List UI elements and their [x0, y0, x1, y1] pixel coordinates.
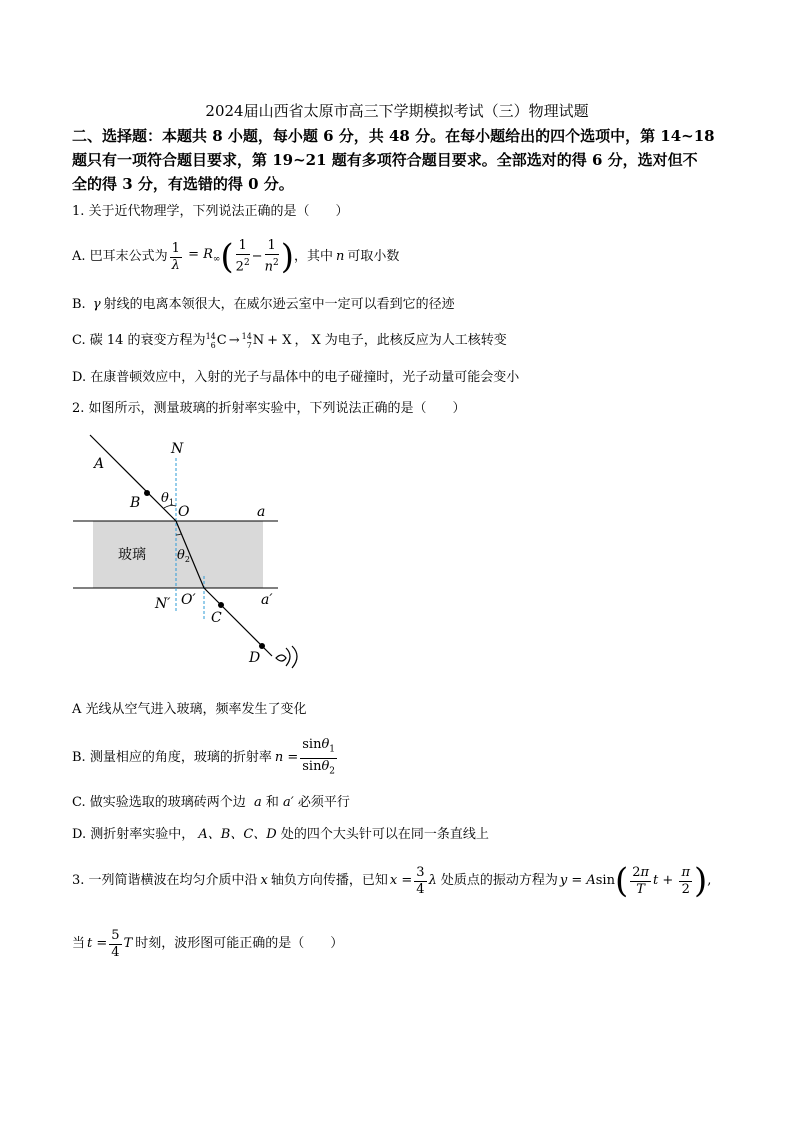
label-n-prime: N′: [155, 596, 171, 612]
page-title: 2024届山西省太原市高三下学期模拟考试（三）物理试题: [205, 102, 589, 120]
q1-c-mid: ，: [294, 333, 308, 348]
balmer-term-2: $\frac{1}{n^2}$: [264, 238, 279, 275]
q1-a-var: n: [335, 249, 345, 264]
q2-option-b: B. 测量相应的角度，玻璃的折射率 n = $\frac{\sin\theta_1}{\sin\theta_2}$: [72, 737, 339, 779]
q2-c-tail: 必须平行: [297, 795, 350, 810]
q1-option-d: D. 在康普顿效应中，入射的光子与晶体中的电子碰撞时，光子动量可能会变小: [72, 370, 520, 385]
q1-option-c: C. 碳 14 的衰变方程为 14 6 C → 14 7 N + X ， X 为电子，此核反应为人工核转变: [72, 332, 507, 350]
label-d: D: [249, 650, 261, 666]
label-a: A: [94, 456, 105, 472]
q3-stem-line2: 当 t = $\frac{5}{4}$ T 时刻，波形图可能正确的是（ ）: [72, 927, 344, 960]
q2-d-prefix: D. 测折射率实验中，: [72, 827, 195, 842]
q1-a-suffix: ，其中: [293, 249, 333, 264]
q2-option-d: [72, 825, 489, 845]
label-n: N: [171, 441, 184, 457]
five-quarter-fraction: $\frac{5}{4}$: [111, 927, 120, 960]
section-line: 全的得 3 分，有选错的得 0 分。: [72, 175, 294, 193]
q2-option-c: C. 做实验选取的玻璃砖两个边 a 和 a′ 必须平行: [72, 795, 350, 810]
q1-b-text: 射线的电离本领很大，在威尔逊云室中一定可以看到它的径迹: [103, 297, 455, 312]
refraction-diagram: [60, 428, 320, 678]
carbon-nuclide: 14 6 C: [205, 332, 227, 350]
q2-d-pins: A、B、C、D: [198, 827, 277, 842]
q1-b-prefix: B.: [72, 297, 86, 312]
q3-line2-tail: 时刻，波形图可能正确的是（ ）: [135, 936, 344, 951]
lambda-fraction: $\frac{1}{\lambda}$: [171, 240, 180, 273]
q1-c-var: X: [311, 333, 321, 348]
q3-stem-var: x: [260, 873, 268, 888]
q3-stem-mid2: 处质点的振动方程为: [440, 873, 558, 888]
q3-stem-prefix: 3. 一列简谐横波在均匀介质中沿: [72, 873, 258, 888]
label-a-prime-edge: a′: [261, 592, 273, 608]
snell-fraction: $\frac{\sin\theta_1}{\sin\theta_2}$: [302, 736, 335, 777]
label-theta2: $\theta_2$: [177, 548, 190, 564]
label-o-prime: O′: [181, 592, 196, 608]
eye-icon: [276, 646, 297, 668]
q2-c-prefix: C. 做实验选取的玻璃砖两个边: [72, 795, 246, 810]
section-line: 二、选择题：本题共 8 小题，每小题 6 分，共 48 分。在每小题给出的四个选项中，第 14~18: [72, 127, 715, 145]
section-line: 题只有一项符合题目要求，第 19~21 题有多项符合题目要求。全部选对的得 6 分，选对但不: [72, 151, 698, 169]
omega-fraction: $\frac{2\pi}{T}$: [632, 864, 650, 897]
q2-stem: 2. 如图所示，测量玻璃的折射率实验中，下列说法正确的是（ ）: [72, 401, 466, 416]
label-theta1: $\theta_1$: [161, 491, 174, 507]
glass-label: 玻璃: [118, 547, 146, 563]
pin-b: [144, 490, 150, 496]
q1-a-tail: 可取小数: [347, 249, 400, 264]
q3-stem-line1: 3. 一列简谐横波在均匀介质中沿 x 轴负方向传播，已知 x = $\frac{3}{4}$ λ 处质点的振动方程为 y = A sin ( $\frac{2\pi}{T}$ t + $\frac{\pi}{2}$ ) ,: [72, 861, 712, 901]
q1-c-text: 为电子，此核反应为人工核转变: [324, 333, 507, 348]
balmer-term-1: $\frac{1}{2^2}$: [235, 238, 250, 275]
phase-fraction: $\frac{\pi}{2}$: [681, 864, 690, 897]
q2-c-mid: 和: [265, 795, 279, 810]
nitrogen-nuclide: 14 7 N: [241, 332, 265, 350]
q2-b-prefix: B. 测量相应的角度，玻璃的折射率: [72, 750, 272, 765]
pin-d: [259, 643, 265, 649]
q3-line2-prefix: 当: [72, 936, 86, 951]
q3-stem-mid: 轴负方向传播，已知: [270, 873, 388, 888]
q1-stem: 1. 关于近代物理学，下列说法正确的是（ ）: [72, 204, 349, 219]
q1-c-prefix: C. 碳 14 的衰变方程为: [72, 333, 206, 348]
label-a-edge: a: [257, 504, 266, 520]
label-b: B: [130, 495, 141, 511]
q1-option-a: A. 巴耳末公式为 $\frac{1}{\lambda}$ = $R_\infty$ ( $\frac{1}{2^2}$ − $\frac{1}{n^2}$ ) ，其中 n 可取小数: [72, 237, 400, 277]
q2-option-a: A 光线从空气进入玻璃，频率发生了变化: [72, 702, 307, 717]
q2-d-tail: 处的四个大头针可以在同一条直线上: [280, 827, 489, 842]
label-c: C: [211, 610, 222, 626]
three-quarter-fraction: $\frac{3}{4}$: [416, 864, 425, 897]
pin-c: [218, 602, 224, 608]
q1-option-b: [72, 295, 455, 315]
q1-b-var: γ: [92, 297, 101, 312]
label-o: O: [178, 504, 190, 520]
section-instructions: [72, 124, 732, 196]
q1-a-prefix: A. 巴耳末公式为: [72, 249, 168, 264]
